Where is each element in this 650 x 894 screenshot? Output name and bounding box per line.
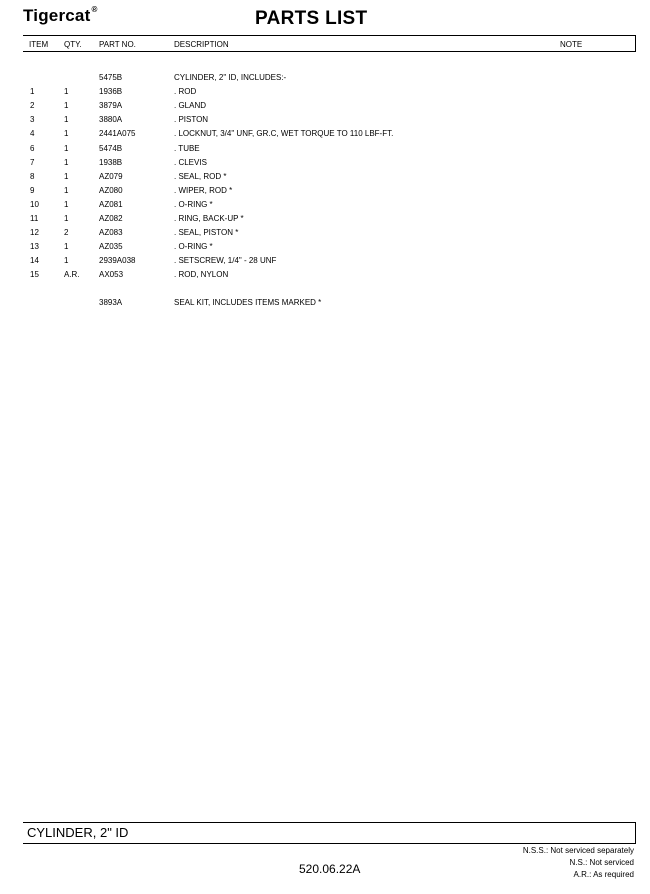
column-header-description: DESCRIPTION	[174, 40, 229, 49]
row-description: . LOCKNUT, 3/4" UNF, GR.C, WET TORQUE TO 110 LBF-FT.	[174, 129, 394, 138]
row-description: . RING, BACK-UP *	[174, 214, 244, 223]
row-description: . ROD	[174, 87, 197, 96]
row-qty: 1	[64, 172, 69, 181]
row-description: SEAL KIT, INCLUDES ITEMS MARKED *	[174, 298, 322, 307]
row-item: 12	[30, 228, 39, 237]
row-part-no: AZ083	[99, 228, 123, 237]
page-title: PARTS LIST	[255, 8, 368, 29]
row-qty: 1	[64, 242, 69, 251]
row-part-no: AZ080	[99, 186, 123, 195]
row-part-no: 3879A	[99, 101, 123, 110]
row-qty: 1	[64, 144, 69, 153]
row-description: . GLAND	[174, 101, 207, 110]
brand-logo	[23, 6, 98, 26]
document-number: 520.06.22A	[299, 862, 361, 876]
row-item: 2	[30, 101, 35, 110]
row-description: . CLEVIS	[174, 158, 207, 167]
row-description: . PISTON	[174, 115, 209, 124]
row-description: . SEAL, ROD *	[174, 172, 227, 181]
row-part-no: 1936B	[99, 87, 123, 96]
row-item: 6	[30, 144, 35, 153]
row-description: . TUBE	[174, 144, 200, 153]
row-description: . WIPER, ROD *	[174, 186, 233, 195]
row-part-no: 5474B	[99, 144, 123, 153]
row-description: . ROD, NYLON	[174, 270, 229, 279]
row-part-no: 1938B	[99, 158, 123, 167]
row-qty: 1	[64, 214, 69, 223]
column-header-part-no: PART NO.	[99, 40, 136, 49]
row-description: . SEAL, PISTON *	[174, 228, 239, 237]
row-qty: 1	[64, 256, 69, 265]
row-qty: 1	[64, 101, 69, 110]
row-qty: 1	[64, 87, 69, 96]
registered-mark: ®	[91, 5, 98, 14]
row-part-no: 2441A075	[99, 129, 136, 138]
row-part-no: AX053	[99, 270, 124, 279]
column-header-qty: QTY.	[64, 40, 82, 49]
row-item: 14	[30, 256, 39, 265]
row-item: 13	[30, 242, 39, 251]
legend-nss: N.S.S.: Not serviced separately	[522, 846, 634, 855]
row-description: CYLINDER, 2" ID, INCLUDES:-	[174, 73, 287, 82]
assembly-title: CYLINDER, 2" ID	[27, 825, 129, 840]
row-part-no: AZ079	[99, 172, 123, 181]
row-qty: 1	[64, 200, 69, 209]
row-item: 1	[30, 87, 35, 96]
column-header-item: ITEM	[29, 40, 49, 49]
row-qty: 1	[64, 115, 69, 124]
row-qty: 2	[64, 228, 69, 237]
row-description: . O-RING *	[174, 200, 213, 209]
row-item: 3	[30, 115, 35, 124]
row-item: 9	[30, 186, 35, 195]
row-qty: 1	[64, 158, 69, 167]
row-item: 7	[30, 158, 35, 167]
row-part-no: 5475B	[99, 73, 123, 82]
row-item: 11	[30, 214, 39, 223]
row-qty: 1	[64, 129, 69, 138]
row-qty: 1	[64, 186, 69, 195]
row-part-no: AZ035	[99, 242, 123, 251]
row-part-no: AZ082	[99, 214, 123, 223]
row-part-no: AZ081	[99, 200, 123, 209]
legend-ns: N.S.: Not serviced	[569, 858, 634, 867]
row-description: . O-RING *	[174, 242, 213, 251]
row-item: 15	[30, 270, 39, 279]
row-description: . SETSCREW, 1/4" - 28 UNF	[174, 256, 277, 265]
row-qty: A.R.	[64, 270, 80, 279]
legend-ar: A.R.: As required	[573, 870, 634, 879]
column-header-note: NOTE	[560, 40, 583, 49]
brand-name: Tigercat	[23, 6, 91, 25]
row-item: 8	[30, 172, 35, 181]
row-item: 10	[30, 200, 39, 209]
row-part-no: 2939A038	[99, 256, 136, 265]
row-part-no: 3880A	[99, 115, 123, 124]
row-item: 4	[30, 129, 35, 138]
row-part-no: 3893A	[99, 298, 123, 307]
